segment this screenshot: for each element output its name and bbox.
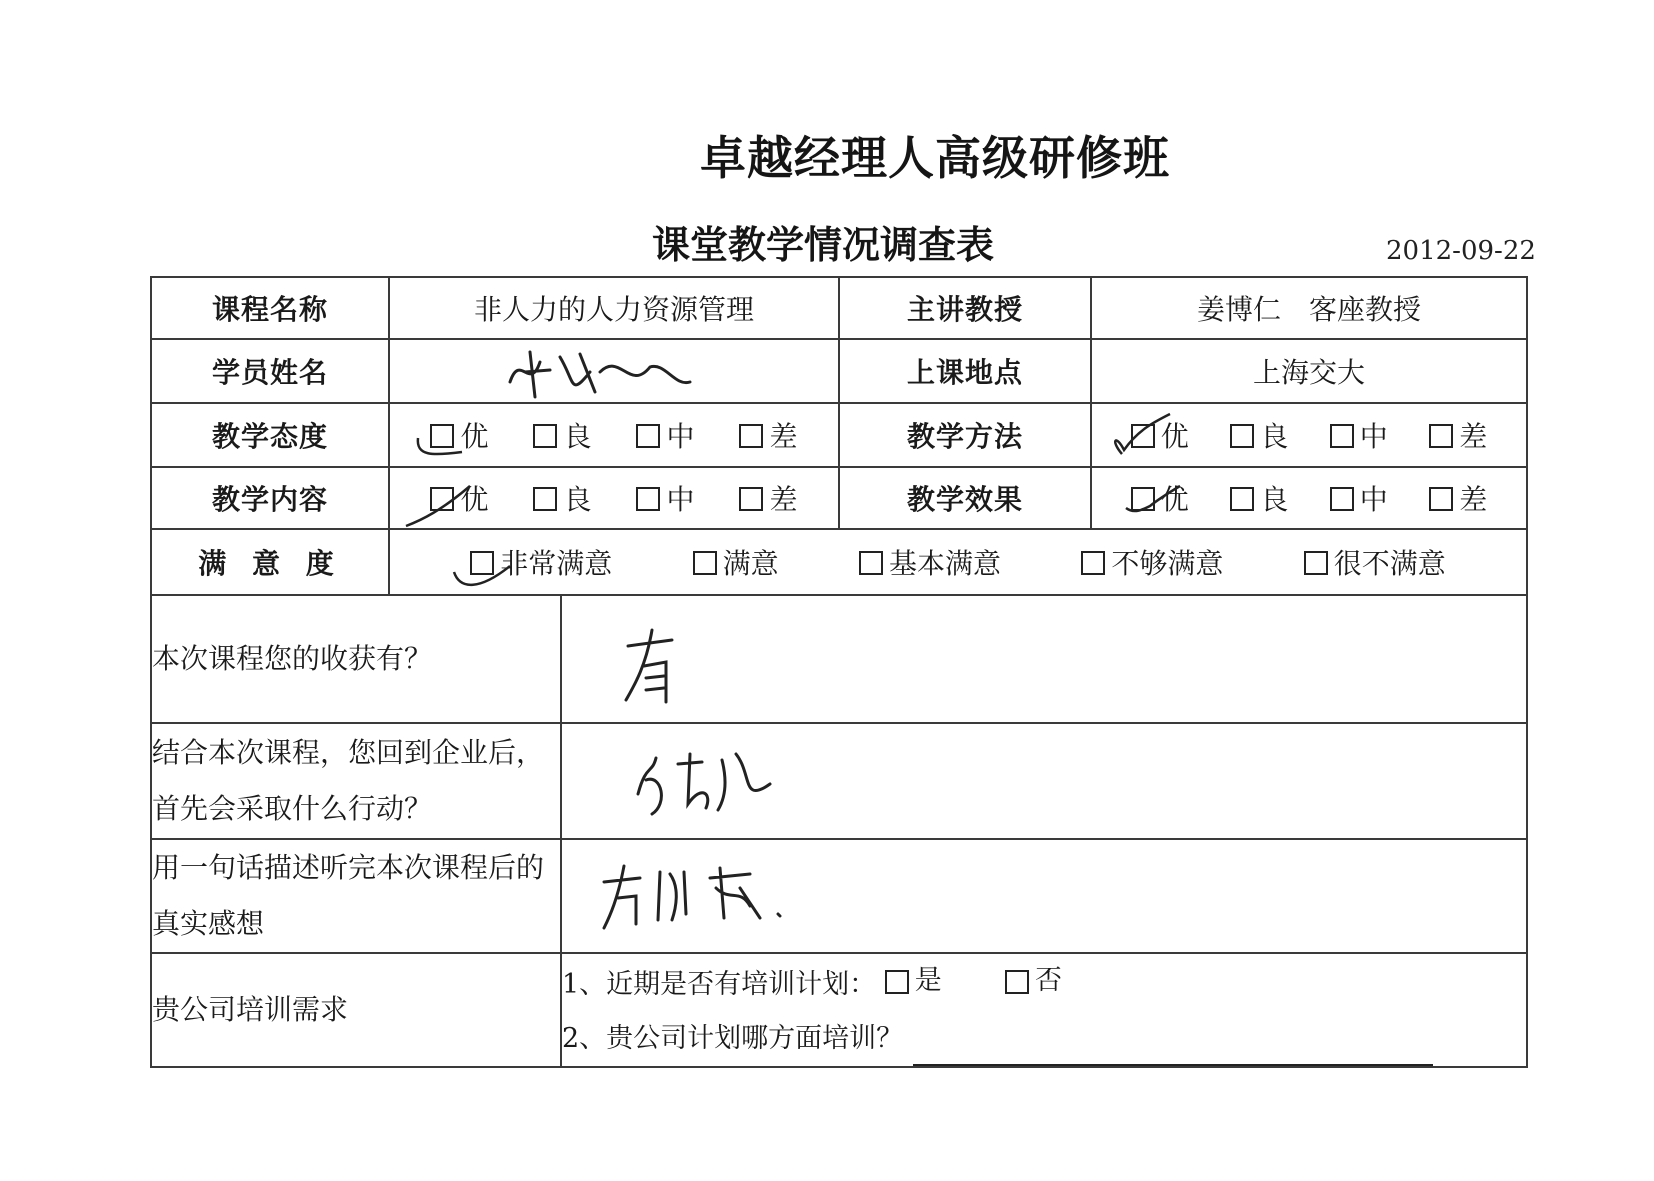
student-signature <box>500 342 700 406</box>
content-options <box>389 467 839 529</box>
checkbox[interactable] <box>739 424 763 448</box>
checkbox[interactable] <box>1429 487 1453 511</box>
checkbox[interactable] <box>1131 487 1155 511</box>
content-option[interactable]: 良 <box>533 478 591 518</box>
location-label: 上课地点 <box>839 339 1091 403</box>
row-course <box>151 277 1527 339</box>
question-action: 结合本次课程，您回到企业后，首先会采取什么行动？ <box>151 723 561 839</box>
needs-plan-line <box>562 954 1526 1012</box>
effect-option[interactable]: 中 <box>1330 478 1388 518</box>
checkbox[interactable] <box>1330 487 1354 511</box>
lecturer-label: 主讲教授 <box>839 277 1091 339</box>
attitude-option[interactable]: 差 <box>739 415 797 455</box>
student-name-label: 学员姓名 <box>151 339 389 403</box>
row-needs <box>151 953 1527 1067</box>
row-student <box>151 339 1527 403</box>
checkbox[interactable] <box>636 487 660 511</box>
course-name-label: 课程名称 <box>151 277 389 339</box>
location-value: 上海交大 <box>1091 339 1527 403</box>
content-option[interactable]: 中 <box>636 478 694 518</box>
effect-label: 教学效果 <box>839 467 1091 529</box>
method-option[interactable]: 优 <box>1131 415 1189 455</box>
method-options <box>1091 403 1527 467</box>
answer-action-ink <box>632 744 782 824</box>
question-gain: 本次课程您的收获有？ <box>151 595 561 723</box>
checkbox[interactable] <box>430 424 454 448</box>
survey-table <box>150 276 1528 1068</box>
training-needs-label: 贵公司培训需求 <box>151 953 561 1067</box>
satisfaction-option[interactable]: 很不满意 <box>1304 542 1446 582</box>
form-date: 2012-09-22 <box>1386 236 1536 266</box>
answer-action-handwriting <box>632 744 782 828</box>
checkbox[interactable] <box>533 487 557 511</box>
satisfaction-option[interactable]: 基本满意 <box>859 542 1001 582</box>
effect-option[interactable]: 良 <box>1230 478 1288 518</box>
attitude-options <box>389 403 839 467</box>
attitude-option[interactable]: 中 <box>636 415 694 455</box>
checkbox[interactable] <box>533 424 557 448</box>
needs-yes-option[interactable]: 是 <box>885 954 942 1008</box>
student-signature-ink <box>500 342 700 402</box>
satisfaction-option[interactable]: 满意 <box>693 542 779 582</box>
checkbox[interactable] <box>470 551 494 575</box>
content-label: 教学内容 <box>151 467 389 529</box>
checkbox[interactable] <box>693 551 717 575</box>
checkbox[interactable] <box>1131 424 1155 448</box>
answer-gain[interactable] <box>561 595 1527 723</box>
checkbox[interactable] <box>885 970 909 994</box>
student-name-field[interactable] <box>389 339 839 403</box>
checkbox[interactable] <box>1230 424 1254 448</box>
effect-option[interactable]: 差 <box>1429 478 1487 518</box>
content-option[interactable]: 差 <box>739 478 797 518</box>
program-title: 卓越经理人高级研修班 <box>700 131 1170 185</box>
method-option[interactable]: 良 <box>1230 415 1288 455</box>
satisfaction-label: 满 意 度 <box>151 529 389 595</box>
method-label: 教学方法 <box>839 403 1091 467</box>
attitude-label: 教学态度 <box>151 403 389 467</box>
needs-area-question: 2、贵公司计划哪方面培训？ <box>562 1023 904 1054</box>
checkbox[interactable] <box>1304 551 1328 575</box>
attitude-option[interactable]: 良 <box>533 415 591 455</box>
form-title: 课堂教学情况调查表 <box>652 223 995 267</box>
row-q2 <box>151 723 1527 839</box>
checkbox[interactable] <box>739 487 763 511</box>
needs-area-line <box>562 1012 1526 1066</box>
answer-feeling-handwriting <box>600 858 790 942</box>
answer-action[interactable] <box>561 723 1527 839</box>
course-name-value: 非人力的人力资源管理 <box>389 277 839 339</box>
row-q1 <box>151 595 1527 723</box>
attitude-option[interactable]: 优 <box>430 415 488 455</box>
needs-no-option[interactable]: 否 <box>1005 954 1062 1008</box>
satisfaction-options <box>389 529 1527 595</box>
content-option[interactable]: 优 <box>430 478 488 518</box>
lecturer-value: 姜博仁 客座教授 <box>1091 277 1527 339</box>
effect-option[interactable]: 优 <box>1131 478 1189 518</box>
answer-gain-ink <box>622 626 682 706</box>
row-satisfaction <box>151 529 1527 595</box>
checkbox[interactable] <box>1005 970 1029 994</box>
row-attitude <box>151 403 1527 467</box>
checkbox[interactable] <box>636 424 660 448</box>
checkbox[interactable] <box>1330 424 1354 448</box>
method-option[interactable]: 中 <box>1330 415 1388 455</box>
question-feeling: 用一句话描述听完本次课程后的真实感想 <box>151 839 561 953</box>
checkbox[interactable] <box>1230 487 1254 511</box>
checkbox[interactable] <box>859 551 883 575</box>
checkbox[interactable] <box>1429 424 1453 448</box>
row-content <box>151 467 1527 529</box>
training-needs <box>561 953 1527 1067</box>
answer-feeling-ink <box>600 858 790 938</box>
row-q3 <box>151 839 1527 953</box>
answer-feeling[interactable] <box>561 839 1527 953</box>
checkbox[interactable] <box>1081 551 1105 575</box>
checkbox[interactable] <box>430 487 454 511</box>
answer-gain-handwriting <box>622 626 682 710</box>
method-option[interactable]: 差 <box>1429 415 1487 455</box>
satisfaction-option[interactable]: 非常满意 <box>470 542 612 582</box>
effect-options <box>1091 467 1527 529</box>
needs-area-input[interactable] <box>913 1038 1433 1066</box>
needs-plan-question: 1、近期是否有培训计划： <box>562 969 877 1000</box>
satisfaction-option[interactable]: 不够满意 <box>1081 542 1223 582</box>
